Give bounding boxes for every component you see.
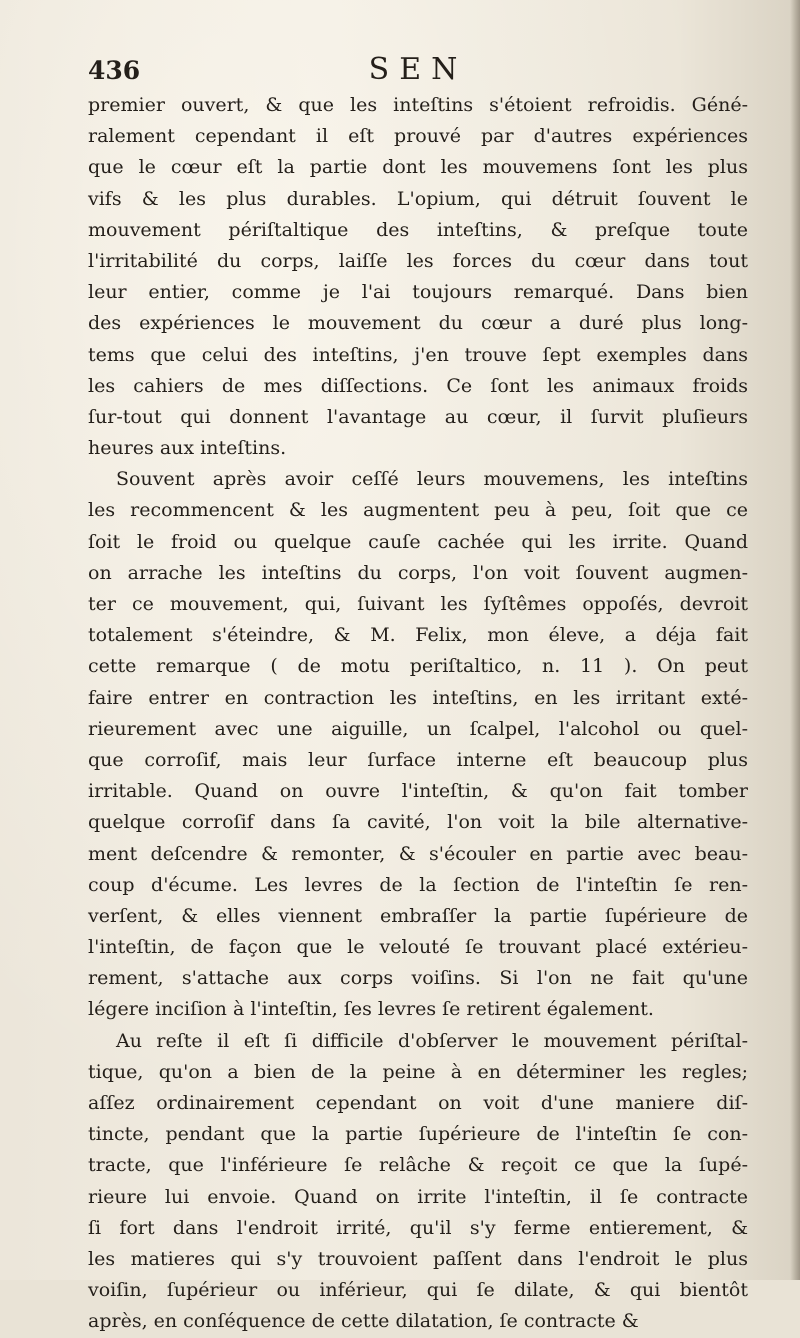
text-line: on arrache les inteſtins du corps, l'on voit ſouvent augmen- [88,561,748,584]
text-line: quelque corroſif dans ſa cavité, l'on voit la bile alternative- [88,811,748,834]
text-line: heures aux inteſtins. [88,437,287,460]
text-line: ſur-tout qui donnent l'avantage au cœur, il ſurvit pluſieurs [88,405,748,428]
text-line: tincte, pendant que la partie ſupérieure de l'inteſtin ſe con- [88,1123,748,1146]
text-line: des expériences le mouvement du cœur a duré plus long- [88,312,748,335]
text-line: premier ouvert, & que les inteſtins s'étoient refroidis. Géné- [88,94,748,116]
text-line: aſſez ordinairement cependant on voit d'une maniere diſ- [88,1092,748,1114]
text-line: l'irritabilité du corps, laiſſe les forces du cœur dans tout [88,249,748,272]
text-line: rement, s'attache aux corps voiſins. Si l'on ne fait qu'une [88,967,748,990]
text-line: leur entier, comme je l'ai toujours remarqué. Dans bien [88,281,748,304]
text-line: ter ce mouvement, qui, ſuivant les ſyſtêmes oppoſés, devroit [88,593,748,615]
text-line: les matieres qui s'y trouvoient paſſent dans l'endroit le plus [88,1247,748,1270]
text-line: que le cœur eſt la partie dont les mouvemens ſont les plus [88,156,748,179]
text-line: légere inciſion à l'inteſtin, ſes levres ſe retirent également. [88,998,654,1021]
text-line: verſent, & elles viennent embraſſer la partie ſupérieure de [88,904,748,927]
text-line: totalement s'éteindre, & M. Felix, mon éleve, a déja fait [88,624,748,647]
text-line: tems que celui des inteſtins, j'en trouve ſept exemples dans [88,343,748,366]
text-line: mouvement périſtaltique des inteſtins, & preſque toute [88,218,748,241]
text-line: ment deſcendre & remonter, & s'écouler en partie avec beau- [88,842,748,865]
text-line: Souvent après avoir ceſſé leurs mouvemens, les inteſtins [116,468,748,491]
page-gutter-shadow [790,0,800,1280]
text-line: ralement cependant il eſt prouvé par d'autres expériences [88,125,748,148]
text-line: coup d'écume. Les levres de la ſection de l'inteſtin ſe ren- [88,873,748,896]
text-line: tique, qu'on a bien de la peine à en déterminer les regles; [88,1060,748,1083]
text-line: après, en conſéquence de cette dilatation, ſe contracte & [88,1310,639,1333]
text-line: l'inteſtin, de façon que le velouté ſe trouvant placé extérieu- [88,936,748,959]
text-line: ſi fort dans l'endroit irrité, qu'il s'y ferme entierement, & [88,1216,748,1239]
text-line: vifs & les plus durables. L'opium, qui détruit ſouvent le [88,187,748,210]
body-text [88,90,748,1338]
text-line: ſoit le froid ou quelque cauſe cachée qui les irrite. Quand [88,530,748,553]
text-line: rieure lui envoie. Quand on irrite l'inteſtin, il ſe contracte [88,1185,748,1208]
text-line: rieurement avec une aiguille, un ſcalpel, l'alcohol ou quel- [88,717,748,740]
page-header [88,50,748,90]
text-line: les cahiers de mes diſſections. Ce ſont les animaux froids [88,374,748,397]
text-line: cette remarque ( de motu periſtaltico, n. 11 ). On peut [88,655,748,678]
page-number: 436 [88,56,141,85]
text-line: faire entrer en contraction les inteſtins, en les irritant exté- [88,686,748,709]
text-line: Au reſte il eſt ſi difficile d'obſerver le mouvement périſtal- [116,1029,748,1052]
text-line: tracte, que l'inférieure ſe relâche & reçoit ce que la ſupé- [88,1154,748,1177]
text-line: irritable. Quand on ouvre l'inteſtin, & qu'on fait tomber [88,780,748,803]
text-line: voiſin, ſupérieur ou inférieur, qui ſe dilate, & qui bientôt [88,1279,748,1302]
text-line: les recommencent & les augmentent peu à peu, ſoit que ce [88,499,748,522]
running-head: SEN [368,52,468,87]
text-line: que corroſif, mais leur ſurface interne eſt beaucoup plus [88,748,748,771]
